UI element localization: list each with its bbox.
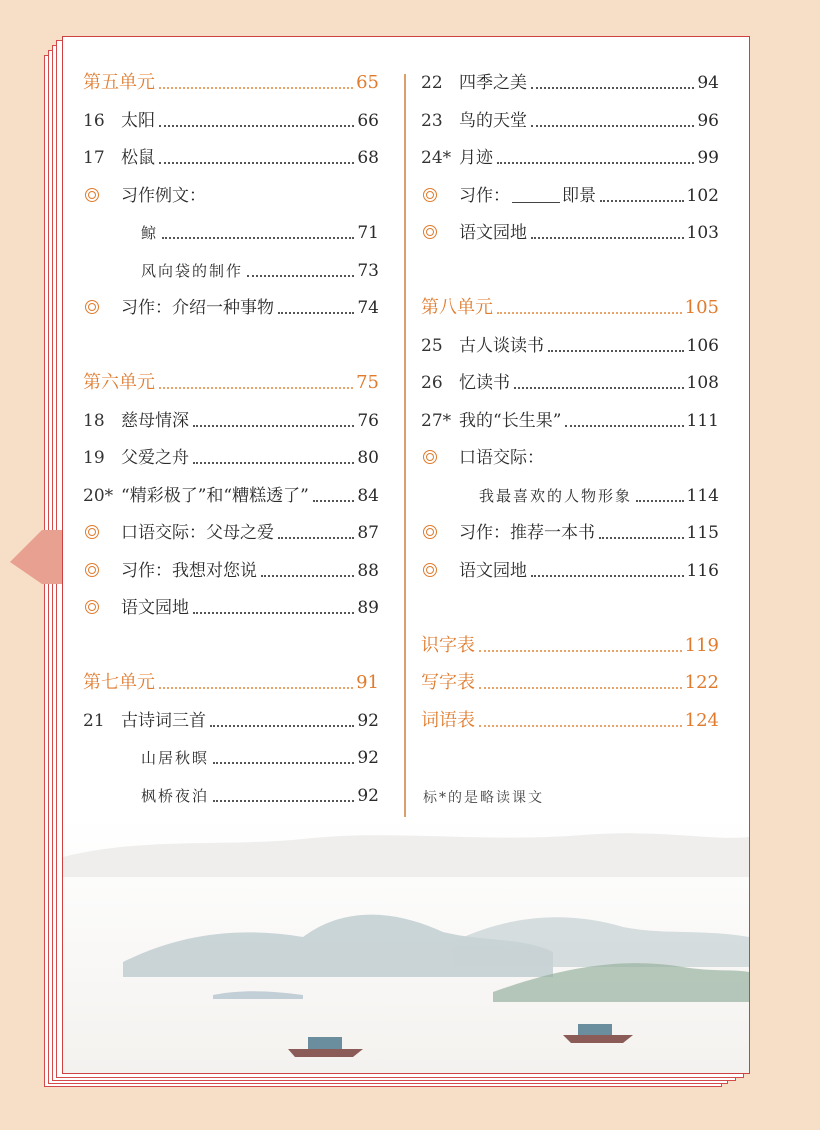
entry-title-text: 习作：推荐一本书 [459, 523, 595, 543]
page-number: 116 [686, 560, 719, 581]
lesson-number: 24* [421, 148, 452, 168]
entry-title-text: 第六单元 [83, 372, 155, 393]
dot-leader [479, 650, 682, 652]
page-number: 106 [686, 335, 719, 356]
entry-title [459, 558, 527, 584]
page-number: 75 [356, 372, 379, 393]
page-number: 87 [357, 523, 379, 543]
column-divider [404, 74, 406, 844]
toc-entry[interactable] [83, 220, 379, 246]
entry-title [121, 108, 155, 134]
toc-page [62, 36, 750, 1074]
dot-leader [261, 575, 354, 577]
entry-title-text: 写字表 [421, 672, 475, 693]
page-number: 76 [357, 410, 379, 431]
entry-title-suffix: 即景 [562, 185, 596, 206]
dot-leader [193, 425, 354, 427]
toc-entry[interactable] [83, 783, 379, 809]
page-number: 91 [356, 672, 379, 693]
circle-bullet-icon [423, 563, 437, 577]
entry-title [141, 258, 243, 284]
lesson-number: 23 [421, 110, 443, 131]
entry-title-text: 习作：我想对您说 [121, 560, 257, 581]
entry-title-text: 习作例文： [121, 185, 206, 206]
entry-title-text: 父爱之舟 [121, 448, 189, 468]
entry-title-text: 第七单元 [83, 672, 155, 693]
dot-leader [159, 387, 353, 389]
toc-entry[interactable] [83, 295, 379, 321]
page-number: 92 [357, 785, 379, 806]
entry-title [121, 295, 274, 321]
toc-entry[interactable] [83, 595, 379, 621]
dot-leader [548, 350, 684, 352]
entry-title-text: 习作： [459, 185, 510, 206]
toc-entry[interactable] [83, 483, 379, 509]
entry-title-text: 太阳 [121, 110, 155, 131]
toc-entry[interactable] [421, 145, 719, 171]
page-number: 96 [697, 110, 719, 131]
entry-title-text: 语文园地 [121, 598, 189, 618]
dot-leader [162, 237, 354, 239]
toc-entry[interactable] [421, 558, 719, 584]
dot-leader [479, 687, 682, 689]
entry-title-text: 口语交际： [459, 448, 544, 468]
entry-title [121, 145, 155, 171]
entry-title [141, 220, 158, 246]
circle-bullet-icon [423, 525, 437, 539]
toc-entry[interactable] [421, 520, 719, 546]
unit-title [421, 708, 475, 734]
toc-entry[interactable] [83, 445, 379, 471]
toc-entry[interactable] [83, 558, 379, 584]
page-number: 115 [686, 523, 719, 543]
bookmark-ribbon-icon [10, 522, 70, 584]
lesson-number: 17 [83, 148, 105, 168]
lesson-number: 27* [421, 410, 452, 431]
circle-bullet-icon [85, 600, 99, 614]
entry-title [141, 783, 209, 809]
toc-entry[interactable] [83, 745, 379, 771]
circle-bullet-icon [85, 525, 99, 539]
toc-entry[interactable] [421, 408, 719, 434]
toc-entry[interactable] [421, 183, 719, 209]
dot-leader [159, 162, 354, 164]
toc-entry[interactable] [421, 445, 719, 471]
dot-leader [247, 275, 354, 277]
toc-entry[interactable] [421, 220, 719, 246]
entry-title-text: 语文园地 [459, 560, 527, 581]
entry-title-text: 松鼠 [121, 148, 155, 168]
entry-title-text: 第八单元 [421, 297, 493, 318]
page-number: 99 [697, 148, 719, 168]
entry-title-text: 忆读书 [459, 373, 510, 393]
circle-bullet-icon [85, 563, 99, 577]
unit-title [421, 670, 475, 696]
entry-title [459, 408, 561, 434]
entry-title [459, 70, 527, 96]
lesson-number: 22 [421, 73, 443, 93]
entry-title-text: “精彩极了”和“糟糕透了” [121, 485, 309, 506]
page-number: 84 [357, 485, 379, 506]
entry-title-text: 风向袋的制作 [141, 261, 244, 280]
entry-title-text: 口语交际：父母之爱 [121, 523, 274, 543]
page-number: 80 [357, 448, 379, 468]
page-number: 89 [357, 598, 379, 618]
dot-leader [193, 612, 354, 614]
entry-title-text: 习作：介绍一种事物 [121, 298, 274, 318]
entry-title-text: 鸟的天堂 [459, 110, 527, 131]
page-number: 74 [357, 298, 379, 318]
dot-leader [565, 425, 683, 427]
toc-entry[interactable] [421, 708, 719, 734]
dot-leader [514, 387, 684, 389]
dot-leader [531, 237, 684, 239]
lesson-number: 16 [83, 110, 105, 131]
toc-entry[interactable] [421, 370, 719, 396]
unit-title [83, 370, 155, 396]
toc-entry[interactable] [83, 183, 379, 209]
dot-leader [159, 125, 354, 127]
entry-title-text: 第五单元 [83, 72, 155, 93]
dot-leader [159, 687, 353, 689]
entry-title [459, 520, 595, 546]
entry-title-text: 词语表 [421, 709, 475, 731]
toc-entry[interactable] [83, 258, 379, 284]
toc-entry[interactable] [83, 108, 379, 134]
page-number: 122 [684, 672, 719, 693]
dot-leader [531, 575, 684, 577]
entry-title-text: 古人谈读书 [459, 335, 544, 356]
ink-landscape-illustration [63, 817, 749, 1073]
page-number: 68 [357, 148, 379, 168]
dot-leader [497, 312, 682, 314]
dot-leader [636, 500, 684, 502]
page-number: 92 [357, 748, 379, 768]
entry-title-text: 古诗词三首 [121, 710, 206, 731]
toc-entry[interactable] [421, 633, 719, 659]
lesson-number: 21 [83, 710, 105, 731]
unit-title [83, 670, 155, 696]
entry-title [121, 708, 206, 734]
page-number: 119 [684, 634, 719, 656]
footnote: 标*的是略读课文 [423, 790, 544, 806]
page-number: 73 [357, 260, 379, 281]
page-number: 88 [357, 560, 379, 581]
entry-title [459, 370, 510, 396]
fill-blank-line [512, 186, 560, 203]
entry-title-text: 我的“长生果” [459, 410, 562, 431]
entry-title-text: 月迹 [459, 148, 493, 168]
unit-title [421, 295, 493, 321]
dot-leader [479, 725, 682, 727]
lesson-number: 26 [421, 373, 443, 393]
lesson-number: 25 [421, 335, 443, 356]
entry-title [121, 520, 274, 546]
entry-title [459, 183, 596, 209]
toc-entry[interactable] [83, 145, 379, 171]
dot-leader [213, 800, 354, 802]
toc-entry[interactable] [421, 483, 719, 509]
toc-entry[interactable] [421, 295, 719, 321]
dot-leader [531, 87, 694, 89]
toc-entry[interactable] [421, 108, 719, 134]
toc-entry[interactable] [421, 70, 719, 96]
page-number: 66 [357, 110, 379, 131]
entry-title [121, 445, 189, 471]
dot-leader [278, 312, 354, 314]
entry-title [121, 595, 189, 621]
toc-entry[interactable] [83, 670, 379, 696]
dot-leader [497, 162, 694, 164]
toc-entry[interactable] [421, 333, 719, 359]
entry-title-text: 四季之美 [459, 73, 527, 93]
dot-leader [531, 125, 694, 127]
entry-title [121, 558, 257, 584]
dot-leader [278, 537, 354, 539]
entry-title [479, 483, 632, 509]
entry-title-text: 语文园地 [459, 223, 527, 243]
page-number: 103 [686, 223, 719, 243]
page-number: 92 [357, 710, 379, 731]
circle-bullet-icon [85, 188, 99, 202]
circle-bullet-icon [85, 300, 99, 314]
dot-leader [599, 537, 684, 539]
circle-bullet-icon [423, 188, 437, 202]
entry-title [141, 745, 209, 771]
entry-title [459, 333, 544, 359]
entry-title [121, 483, 309, 509]
toc-entry[interactable] [83, 520, 379, 546]
entry-title [459, 108, 527, 134]
page-number: 102 [686, 185, 719, 206]
entry-title-text: 识字表 [421, 634, 475, 656]
dot-leader [159, 87, 353, 89]
entry-title [459, 220, 527, 246]
circle-bullet-icon [423, 225, 437, 239]
page-number: 65 [356, 72, 379, 93]
entry-title [121, 408, 189, 434]
entry-title [459, 145, 493, 171]
entry-title-text: 慈母情深 [121, 410, 189, 431]
toc-entry[interactable] [83, 370, 379, 396]
toc-entry[interactable] [83, 70, 379, 96]
dot-leader [210, 725, 354, 727]
dot-leader [193, 462, 354, 464]
lesson-number: 18 [83, 410, 105, 431]
dot-leader [213, 762, 354, 764]
toc-entry[interactable] [83, 708, 379, 734]
entry-title-text: 我最喜欢的人物形象 [479, 486, 633, 505]
dot-leader [313, 500, 355, 502]
unit-title [421, 633, 475, 659]
page-number: 94 [697, 73, 719, 93]
page-number: 71 [357, 223, 379, 243]
page-number: 114 [686, 485, 719, 506]
page-number: 111 [686, 410, 719, 431]
circle-bullet-icon [423, 450, 437, 464]
entry-title [459, 445, 544, 471]
entry-title-text: 山居秋暝 [141, 749, 210, 767]
unit-title [83, 70, 155, 96]
entry-title-text: 枫桥夜泊 [141, 786, 210, 805]
lesson-number: 19 [83, 448, 105, 468]
dot-leader [600, 200, 684, 202]
toc-entry[interactable] [83, 408, 379, 434]
page-number: 105 [684, 297, 719, 318]
toc-entry[interactable] [421, 670, 719, 696]
entry-title-text: 鲸 [141, 224, 159, 242]
entry-title [121, 183, 206, 209]
lesson-number: 20* [83, 485, 114, 506]
page-number: 108 [686, 373, 719, 393]
page-number: 124 [684, 709, 719, 731]
